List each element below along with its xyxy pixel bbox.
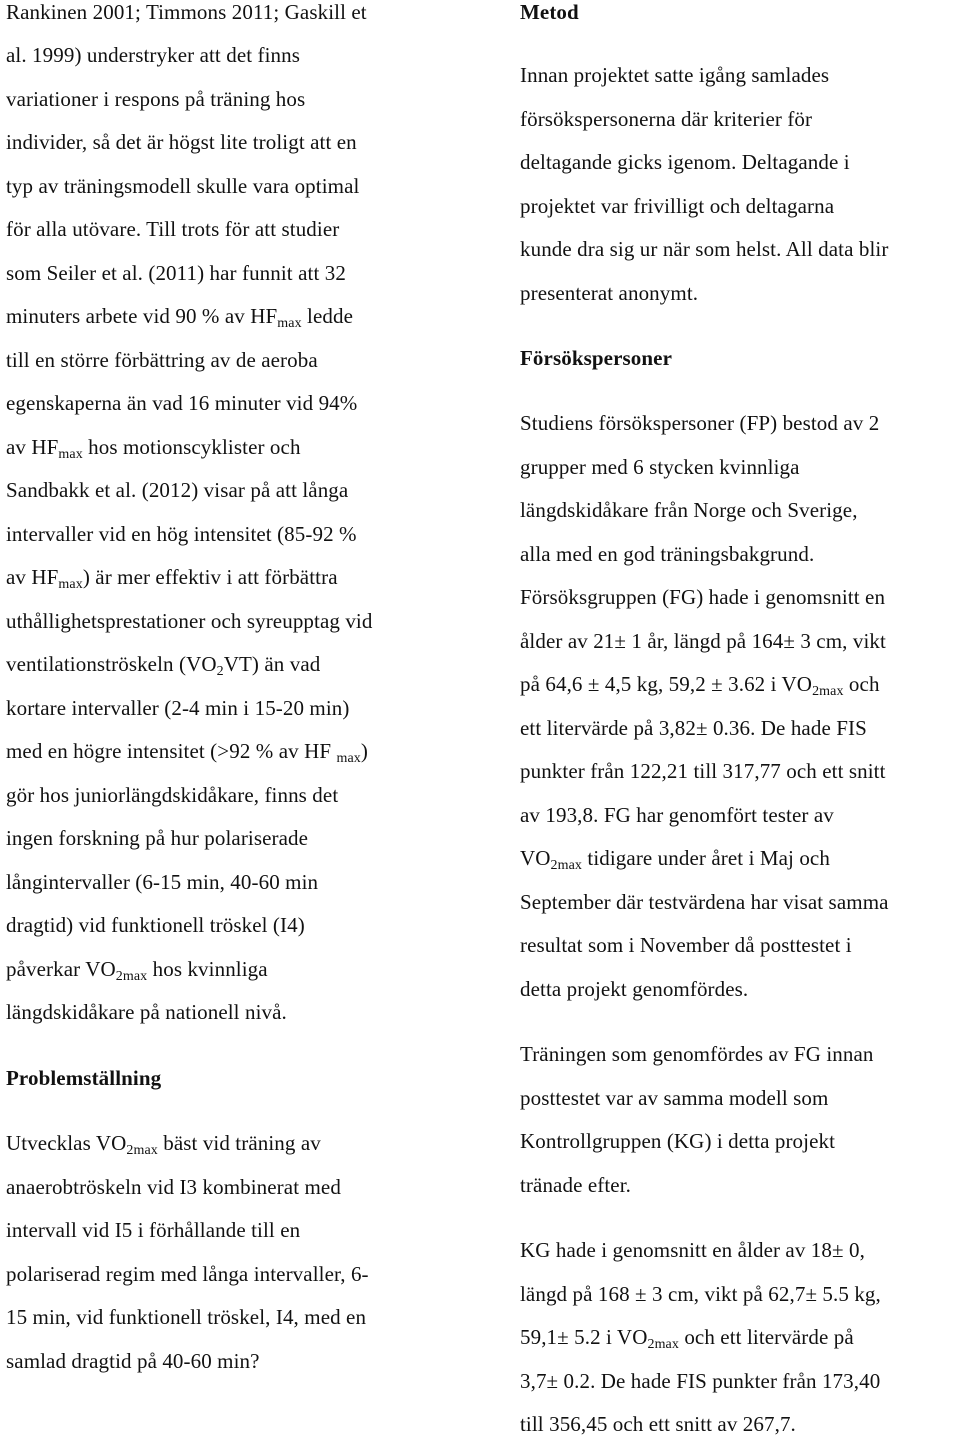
text-line: anaerobtröskeln vid I3 kombinerat med	[6, 1175, 341, 1199]
text-line: Utvecklas $VO_{2max}$ bäst vid träning av	[6, 1131, 321, 1158]
text-line: tränade efter.	[520, 1173, 631, 1197]
text-line: deltagande gicks igenom. Deltagande i	[520, 150, 850, 174]
text-line: kortare intervaller (2-4 min i 15-20 min)	[6, 696, 350, 720]
text-line: minuters arbete vid 90 % av $HF_{max}$ ledde	[6, 304, 354, 331]
text-line: av $HF_{max}$) är mer effektiv i att förbättra	[6, 565, 338, 592]
text-line: Träningen som genomfördes av FG innan	[520, 1042, 874, 1066]
section-heading-forsokspersoner: Försökspersoner	[520, 346, 672, 370]
text-line: alla med en god träningsbakgrund.	[520, 542, 815, 566]
text-line: påverkar $VO_{2max}$ hos kvinnliga	[6, 957, 268, 984]
text-line: längdskidåkare från Norge och Sverige,	[520, 498, 858, 522]
text-line: av 193,8. FG har genomfört tester av	[520, 803, 834, 827]
text-line: Sandbakk et al. (2012) visar på att långa	[6, 478, 349, 502]
text-line: ingen forskning på hur polariserade	[6, 826, 309, 850]
text-line: dragtid) vid funktionell tröskel (I4)	[6, 913, 305, 937]
text-line: samlad dragtid på 40-60 min?	[6, 1349, 260, 1373]
text-line: resultat som i November då posttestet i	[520, 933, 852, 957]
text-line: till 356,45 och ett snitt av 267,7.	[520, 1412, 796, 1436]
text-line: Kontrollgruppen (KG) i detta projekt	[520, 1129, 836, 1153]
text-line: ett litervärde på 3,82± 0.36. De hade FIS	[520, 716, 867, 740]
text-line: egenskaperna än vad 16 minuter vid 94%	[6, 391, 358, 415]
text-line: av $HF_{max}$ hos motionscyklister och	[6, 435, 301, 462]
text-line: Studiens försökspersoner (FP) bestod av 2	[520, 411, 880, 435]
text-line: $VO_{2max}$ tidigare under året i Maj och	[520, 846, 830, 873]
text-line: till en större förbättring av de aeroba	[6, 348, 318, 372]
text-line: intervall vid I5 i förhållande till en	[6, 1218, 301, 1242]
text-line: detta projekt genomfördes.	[520, 977, 749, 1001]
text-line: 15 min, vid funktionell tröskel, I4, med en	[6, 1305, 367, 1329]
section-heading-problem: Problemställning	[6, 1066, 162, 1090]
text-line: posttestet var av samma modell som	[520, 1086, 829, 1110]
text-line: projektet var frivilligt och deltagarna	[520, 194, 835, 218]
text-line: polariserad regim med långa intervaller, 6-	[6, 1262, 369, 1286]
text-line: gör hos juniorlängdskidåkare, finns det	[6, 783, 339, 807]
text-line: punkter från 122,21 till 317,77 och ett snitt	[520, 759, 886, 783]
text-line: längdskidåkare på nationell nivå.	[6, 1000, 287, 1024]
text-line: kunde dra sig ur när som helst. All data blir	[520, 237, 889, 261]
text-line: för alla utövare. Till trots för att studier	[6, 217, 340, 241]
text-line: långintervaller (6-15 min, 40-60 min	[6, 870, 319, 894]
text-line: med en högre intensitet (>92 % av HF $_{max}$)	[6, 739, 368, 766]
text-line: al. 1999) understryker att det finns	[6, 43, 301, 67]
text-line: typ av träningsmodell skulle vara optimal	[6, 174, 360, 198]
text-line: individer, så det är högst lite troligt att en	[6, 130, 357, 154]
text-line: Försöksgruppen (FG) hade i genomsnitt en	[520, 585, 886, 609]
text-line: ålder av 21± 1 år, längd på 164± 3 cm, vikt	[520, 629, 886, 653]
text-line: Rankinen 2001; Timmons 2011; Gaskill et	[6, 0, 367, 24]
text-line: försökspersonerna där kriterier för	[520, 107, 813, 131]
text-line: längd på 168 ± 3 cm, vikt på 62,7± 5.5 kg,	[520, 1282, 881, 1306]
text-line: grupper med 6 stycken kvinnliga	[520, 455, 800, 479]
text-line: som Seiler et al. (2011) har funnit att 32	[6, 261, 346, 285]
text-line: Innan projektet satte igång samlades	[520, 63, 830, 87]
text-line: presenterat anonymt.	[520, 281, 699, 305]
text-line: September där testvärdena har visat samma	[520, 890, 889, 914]
text-line: 59,1± 5.2 i $VO_{2max}$ och ett litervärde på	[520, 1325, 854, 1352]
text-line: variationer i respons på träning hos	[6, 87, 306, 111]
text-line: KG hade i genomsnitt en ålder av 18± 0,	[520, 1238, 865, 1262]
section-heading-metod: Metod	[520, 0, 579, 24]
text-line: på 64,6 ± 4,5 kg, 59,2 ± 3.62 i $VO_{2max}$ och	[520, 672, 880, 699]
text-line: ventilationströskeln $(VO_2VT)$ än vad	[6, 652, 321, 679]
text-line: uthållighetsprestationer och syreupptag vid	[6, 609, 373, 633]
text-line: intervaller vid en hög intensitet (85-92 %	[6, 522, 357, 546]
text-line: 3,7± 0.2. De hade FIS punkter från 173,40	[520, 1369, 881, 1393]
